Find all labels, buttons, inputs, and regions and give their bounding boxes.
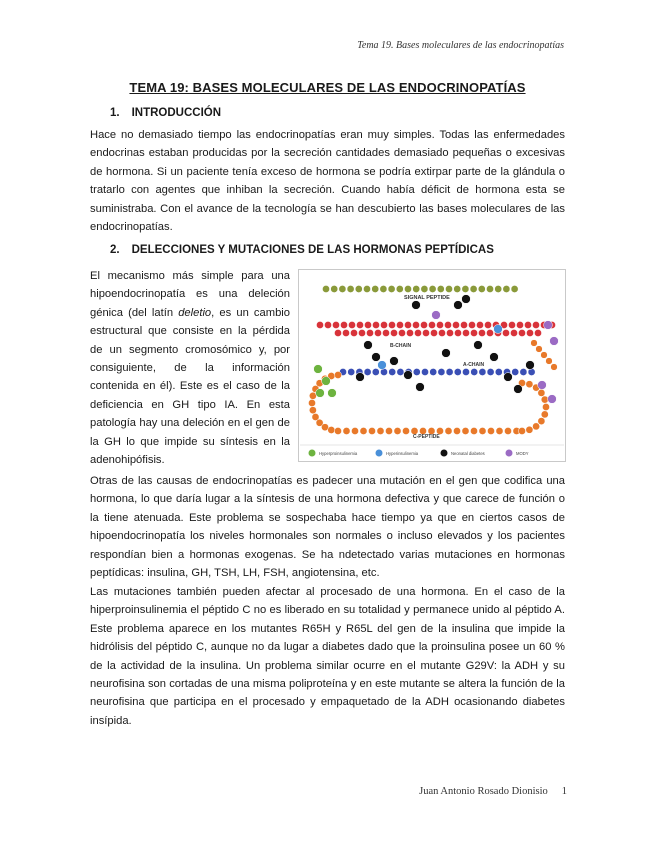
a-chain-residue [421,368,428,375]
a-chain-residue [495,368,502,375]
signal-residue [478,285,485,292]
c-peptide-residue [526,426,533,433]
signal-residue [429,285,436,292]
b-chain-residue [414,329,421,336]
hyperproinsulinemia-mutation [328,389,337,398]
neonatal-diabetes-mutation [490,353,499,362]
signal-residue [363,285,370,292]
author-name: Juan Antonio Rosado Dionisio [419,786,548,797]
legend-swatch-hyperinsulinemia [376,450,383,457]
a-chain-residue [454,368,461,375]
b-chain-residue [380,321,387,328]
neonatal-diabetes-mutation [514,385,523,394]
c-peptide-residue [351,427,358,434]
legend-swatch-neonatal-diabetes [441,450,448,457]
c-peptide-residue [308,399,315,406]
b-chain-residue [510,329,517,336]
b-chain-residue [316,321,323,328]
b-chain-residue [454,329,461,336]
signal-residue [388,285,395,292]
signal-residue [437,285,444,292]
signal-residue [372,285,379,292]
c-peptide-residue [394,427,401,434]
c-peptide-residue [487,427,494,434]
legend-swatch-mody [506,450,513,457]
a-chain-residue [471,368,478,375]
section-heading-introduccion [110,107,221,119]
a-chain-residue [512,368,519,375]
c-peptide-residue [470,427,477,434]
a-chain-residue [389,368,396,375]
a-chain-residue [348,368,355,375]
deletion-paragraph [90,267,290,469]
mody-mutation [432,311,441,320]
mutation-paragraph: Otras de las causas de endocrinopatías es padecer una mutación en el gen que codifica una hormona, lo que daría lugar a la síntesis de una hormona defectiva y que carece de función o la tiene atenuada. Este problema se sospechaba hace tiempo ya que en ciertos casos de hipoendocrinopatía los niveles hormonales son normales o incluso elevados y los pacientes respondían bien a hormonas exogenas. Se ha ndetectado varias mutaciones en hormonas peptídicas: insulina, GH, TSH, LH, FSH, angiotensina, etc. [90,475,565,580]
b-chain-residue [412,321,419,328]
a-chain-residue [462,368,469,375]
neonatal-diabetes-mutation [404,371,413,380]
b-chain-residue [486,329,493,336]
mody-mutation [548,395,557,404]
b-chain-residue [452,321,459,328]
b-chain-residue [508,321,515,328]
b-chain-residue [430,329,437,336]
mody-mutation [538,381,547,390]
c-peptide-residue [533,423,540,430]
b-chain-residue [420,321,427,328]
b-chain-residue [390,329,397,336]
running-header: Tema 19. Bases moleculares de las endocrinopatías [357,40,564,51]
b-chain-residue [374,329,381,336]
a-chain-residue [479,368,486,375]
b-chain-residue [348,321,355,328]
signal-residue [454,285,461,292]
a-chain-residue [446,368,453,375]
c-peptide-residue [536,346,543,353]
b-chain-residue [332,321,339,328]
neonatal-diabetes-mutation [416,383,425,392]
signal-residue [322,285,329,292]
b-chain-residue [436,321,443,328]
b-chain-residue [438,329,445,336]
b-chain-residue [446,329,453,336]
neonatal-diabetes-mutation [412,301,421,310]
hyperproinsulinemia-mutation [316,389,325,398]
section-number: 2. [110,244,120,256]
c-peptide-residue [309,407,316,414]
signal-residue [495,285,502,292]
signal-residue [421,285,428,292]
b-chain-residue [470,329,477,336]
c-peptide-residue [343,427,350,434]
signal-residue [339,285,346,292]
neonatal-diabetes-mutation [454,301,463,310]
a-chain-residue [430,368,437,375]
b-chain-residue [358,329,365,336]
b-chain-residue [356,321,363,328]
c-peptide-residue [377,427,384,434]
legend-label-neonatal-diabetes: Neonatal diabetes [451,451,485,456]
c-peptide-residue [531,340,538,347]
b-chain-residue [502,329,509,336]
b-chain-residue [468,321,475,328]
signal-residue [380,285,387,292]
signal-residue [503,285,510,292]
b-chain-residue [476,321,483,328]
signal-residue [404,285,411,292]
neonatal-diabetes-mutation [442,349,451,358]
b-chain-residue [334,329,341,336]
b-chain-residue [460,321,467,328]
signal-residue [445,285,452,292]
b-chain-residue [366,329,373,336]
hyperinsulinemia-mutation [494,325,503,334]
neonatal-diabetes-mutation [372,353,381,362]
b-chain-residue [524,321,531,328]
c-peptide-residue [551,364,558,371]
section-title: DELECCIONES Y MUTACIONES DE LAS HORMONAS PEPTÍDICAS [131,244,494,256]
preproinsulin-diagram [298,269,566,462]
b-chain-residue [372,321,379,328]
b-chain-residue [526,329,533,336]
signal-peptide-label: SIGNAL PEPTIDE [404,295,450,301]
b-chain-residue [478,329,485,336]
signal-residue [331,285,338,292]
mody-mutation [544,321,553,330]
c-peptide-residue [526,381,533,388]
c-peptide-residue [453,427,460,434]
hyperproinsulinemia-mutation [314,365,323,374]
b-chain-residue [404,321,411,328]
b-chain-residue [484,321,491,328]
b-chain-residue [444,321,451,328]
signal-residue [470,285,477,292]
deletion-text-end: , es un cambio estructural que consiste en la pérdida de un segmento cromosómico y, por consiguiente, de la información contenida en él). Este es el caso de la deficiencia en GH tipo IA. En esta patología hay una deleción en el gen de la GH lo que impide su síntesis en la adenohipófisis. [90,306,290,467]
legend-label-mody: MODY [516,451,529,456]
b-chain-label: B-CHAIN [390,343,412,349]
deletion-term: deletio [178,306,212,319]
b-chain-residue [382,329,389,336]
c-peptide-residue [541,396,548,403]
c-peptide-residue [360,427,367,434]
b-chain-residue [398,329,405,336]
b-chain-residue [396,321,403,328]
b-chain-residue [462,329,469,336]
c-peptide-residue [328,426,335,433]
c-peptide-residue [518,427,525,434]
legend-swatch-hyperproinsulinemia [309,450,316,457]
b-chain-residue [324,321,331,328]
b-chain-residue [518,329,525,336]
b-chain-residue [342,329,349,336]
b-chain-residue [406,329,413,336]
b-chain-residue [364,321,371,328]
mody-mutation [550,337,559,346]
neonatal-diabetes-mutation [474,341,483,350]
signal-residue [347,285,354,292]
a-chain-residue [520,368,527,375]
processing-paragraph: Las mutaciones también pueden afectar al procesado de una hormona. En el caso de la hiperproinsulinemia el péptido C no es liberado en su totalidad y permanece unido al péptido A. Este problema aparece en los mutantes R65H y R65L del gen de la insulina que impide la hidrólisis del péptido C, aunque no da lugar a diabetes dado que la proinsulina posee un 60 % de la actividad de la insulina. Un problema similar ocurre en el mutante G29V: la ADH y su neurofisina son cortadas de una misma poliproteína y en este mutante se altera la función de la neurofisina que participa en el procesado y empaquetado de la ADH ocasionando diabetes insípida. [90,586,565,727]
c-peptide-residue [541,352,548,359]
page-title: TEMA 19: BASES MOLECULARES DE LAS ENDOCRINOPATÍAS [129,80,526,95]
section-title: INTRODUCCIÓN [131,107,222,119]
b-chain-residue [516,321,523,328]
c-peptide-residue [542,403,549,410]
signal-residue [486,285,493,292]
deletion-text-start: El mecanismo más simple para una hipoendocrinopatía es una deleción génica (del latín [90,270,290,319]
neonatal-diabetes-mutation [364,341,373,350]
c-peptide-residue [368,427,375,434]
c-peptide-residue [385,427,392,434]
legend-label-hyperinsulinemia: Hyperinsulinemia [386,451,419,456]
c-peptide-residue [334,427,341,434]
c-peptide-residue [479,427,486,434]
c-peptide-residue [541,411,548,418]
c-peptide-label: C-PEPTIDE [413,434,440,440]
a-chain-label: A-CHAIN [463,362,485,368]
a-chain-residue [397,368,404,375]
preproinsulin-mutation-figure [298,269,566,462]
neonatal-diabetes-mutation [356,373,365,382]
legend-label-hyperproinsulinemia: Hyperproinsulinemia [319,451,358,456]
c-peptide-residue [445,427,452,434]
a-chain-residue [413,368,420,375]
signal-residue [511,285,518,292]
signal-residue [355,285,362,292]
page-footer [419,786,567,797]
c-peptide-residue [462,427,469,434]
b-chain-residue [428,321,435,328]
neonatal-diabetes-mutation [462,295,471,304]
c-peptide-residue [538,389,545,396]
c-peptide-residue [334,371,341,378]
signal-residue [396,285,403,292]
a-chain-residue [438,368,445,375]
c-peptide-residue [496,427,503,434]
hyperinsulinemia-mutation [378,361,387,370]
section-heading-delecciones [110,244,494,256]
intro-paragraph: Hace no demasiado tiempo las endocrinopatías eran muy simples. Todas las enfermedades endocrinas estaban producidas por la secreción cantidades demasiado pequeñas o excesivas de hormona. Si un paciente tenía exceso de hormona se podría extirpar parte de la glándula o tratarlo con agentes que inhiban la secreción. Cuando había déficit de hormona esta se suministraba. Con el avance de la tecnología se han descubierto las bases moleculares de las endocrinopatías. [90,129,565,234]
neonatal-diabetes-mutation [526,361,535,370]
section-number: 1. [110,107,120,119]
b-chain-residue [350,329,357,336]
signal-residue [413,285,420,292]
c-peptide-residue [504,427,511,434]
b-chain-residue [388,321,395,328]
c-peptide-residue [546,358,553,365]
b-chain-residue [422,329,429,336]
b-chain-residue [340,321,347,328]
hyperproinsulinemia-mutation [322,377,331,386]
a-chain-residue [487,368,494,375]
b-chain-residue [532,321,539,328]
b-chain-residue [534,329,541,336]
c-peptide-residue [402,427,409,434]
c-peptide-residue [538,418,545,425]
signal-residue [462,285,469,292]
a-chain-residue [364,368,371,375]
neonatal-diabetes-mutation [504,373,513,382]
neonatal-diabetes-mutation [390,357,399,366]
a-chain-residue [372,368,379,375]
page-number: 1 [561,786,567,797]
